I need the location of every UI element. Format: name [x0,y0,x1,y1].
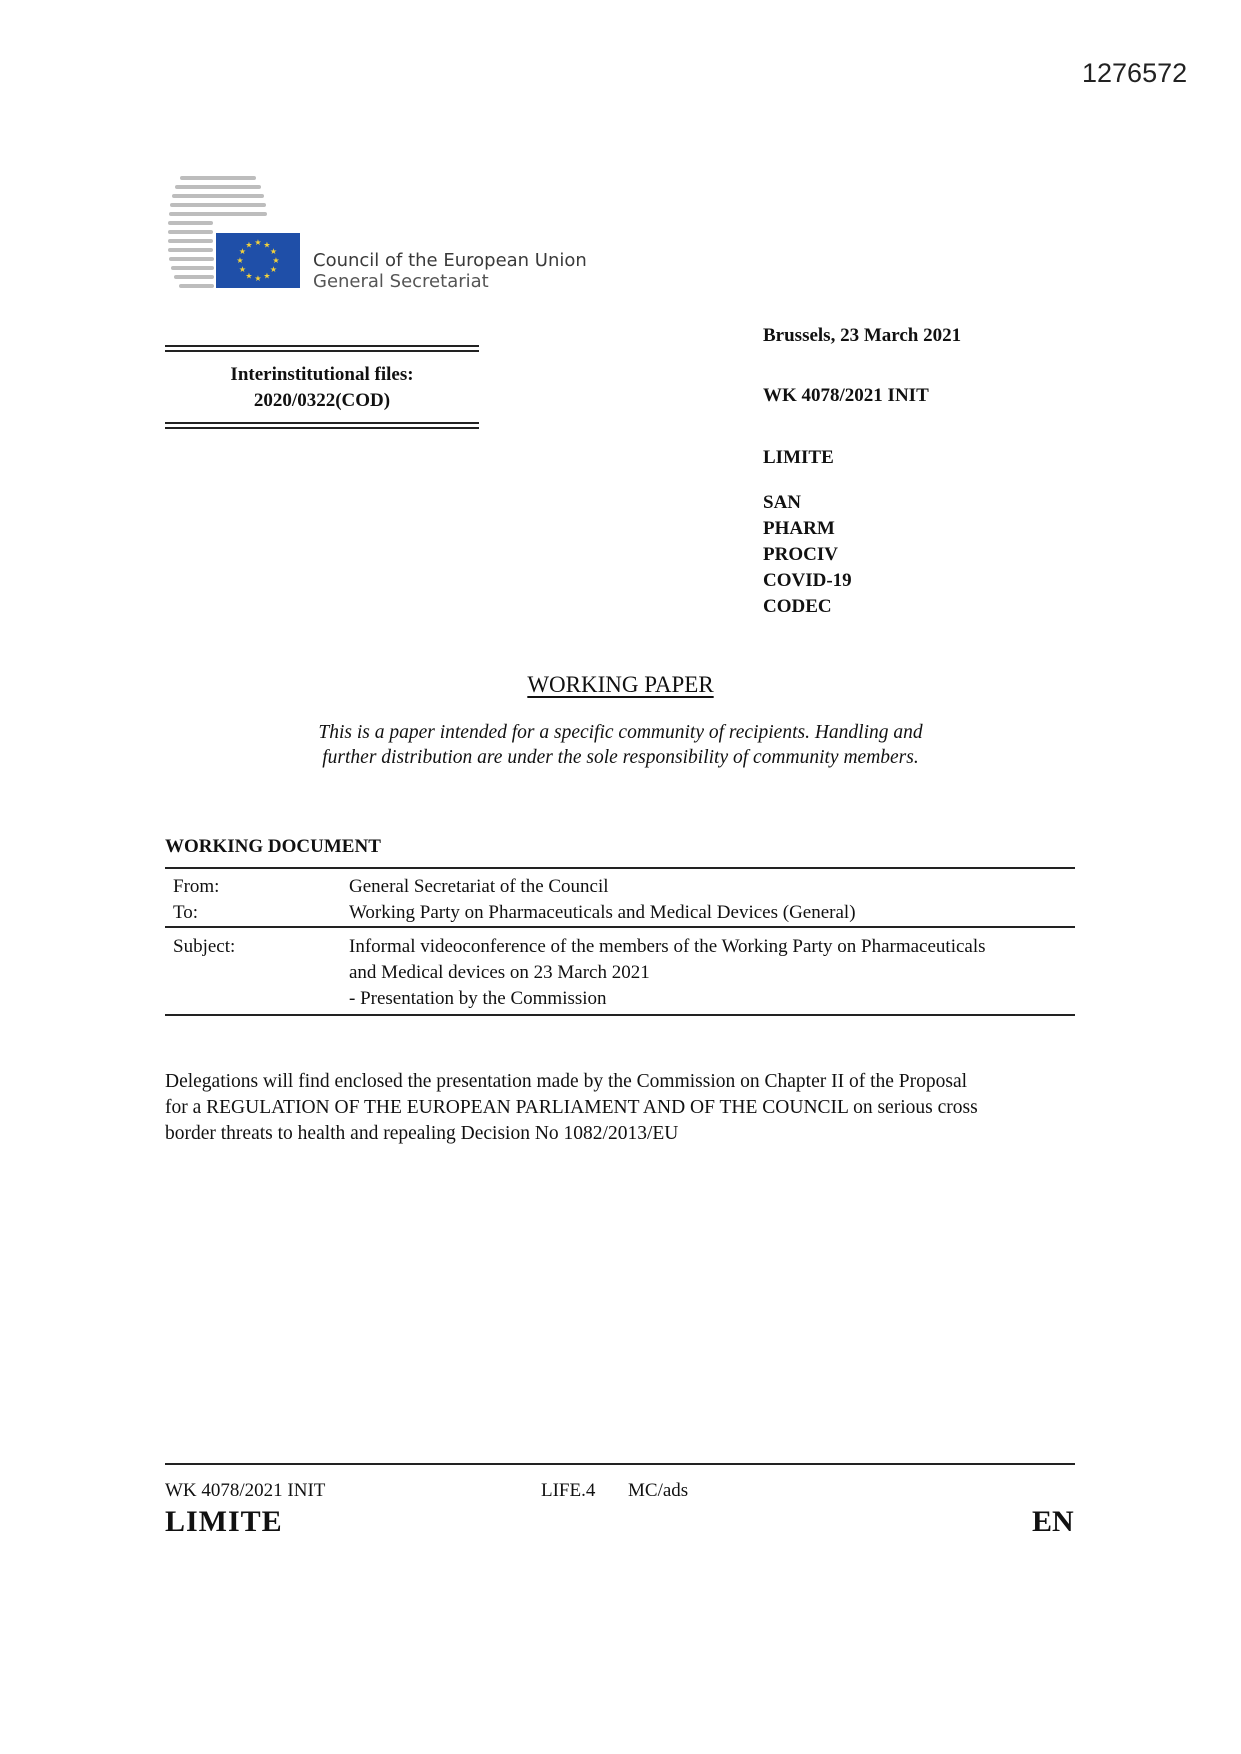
interinstitutional-value: 2020/0322(COD) [253,390,391,411]
to-value: Working Party on Pharmaceuticals and Medical Devices (General) [349,902,856,923]
svg-text:★: ★ [254,238,262,247]
body-line: for a REGULATION OF THE EUROPEAN PARLIAMENT AND OF THE COUNCIL on serious cross [165,1097,978,1118]
from-value: General Secretariat of the Council [349,876,609,897]
footer-reference: WK 4078/2021 INIT [165,1480,326,1501]
footer-divider [165,1463,1075,1465]
note-line: further distribution are under the sole responsibility of community members. [322,747,919,768]
from-row [165,868,1075,900]
code-item: PHARM [763,518,835,539]
subject-codes [763,490,852,620]
svg-text:★: ★ [263,271,271,281]
subject-label: Subject: [165,927,349,1015]
interinstitutional-files-box [165,345,479,429]
document-date: Brussels, 23 March 2021 [763,325,962,346]
svg-text:★: ★ [272,256,280,265]
body-line: border threats to health and repealing Decision No 1082/2013/EU [165,1123,679,1144]
working-paper-note [0,720,1241,770]
document-number: 1276572 [1082,58,1188,88]
logo-title: Council of the European Union [313,250,587,271]
svg-text:★: ★ [269,247,278,256]
footer-initials: MC/ads [628,1480,689,1501]
logo-subtitle: General Secretariat [313,271,489,292]
divider [165,422,479,429]
from-label: From: [173,876,220,897]
code-item: CODEC [763,596,832,617]
interinstitutional-label: Interinstitutional files: [230,364,414,385]
subject-line: - Presentation by the Commission [349,988,607,1009]
logo-text [313,250,587,292]
working-paper-title: WORKING PAPER [527,672,714,697]
council-logo [168,176,308,299]
svg-text:★: ★ [269,265,278,274]
document-metadata-table [165,868,1075,1016]
to-row [165,900,1075,927]
subject-line: and Medical devices on 23 March 2021 [349,962,650,983]
code-item: COVID-19 [763,570,852,591]
subject-row [165,927,1075,1015]
note-line: This is a paper intended for a specific community of recipients. Handling and [318,722,923,743]
code-item: PROCIV [763,544,838,565]
to-label: To: [173,902,199,923]
svg-text:★: ★ [245,240,253,250]
footer-department: LIFE.4 [541,1480,596,1501]
footer-classification: LIMITE [165,1505,283,1538]
classification-label: LIMITE [763,447,834,468]
svg-text:★: ★ [238,247,247,256]
working-document-heading: WORKING DOCUMENT [165,836,381,857]
footer-language: EN [1032,1505,1074,1538]
svg-text:★: ★ [245,271,253,281]
subject-line: Informal videoconference of the members of the Working Party on Pharmaceuticals [349,936,986,957]
svg-text:★: ★ [263,240,271,250]
divider [165,345,479,352]
wk-reference: WK 4078/2021 INIT [763,385,929,406]
svg-text:★: ★ [254,274,262,283]
code-item: SAN [763,492,802,513]
council-emblem-icon [168,176,308,294]
subject-value [349,927,1075,1015]
svg-text:★: ★ [236,256,244,265]
body-line: Delegations will find enclosed the presentation made by the Commission on Chapter II of the Proposal [165,1071,968,1092]
svg-text:★: ★ [238,265,247,274]
body-paragraph [165,1069,1080,1147]
